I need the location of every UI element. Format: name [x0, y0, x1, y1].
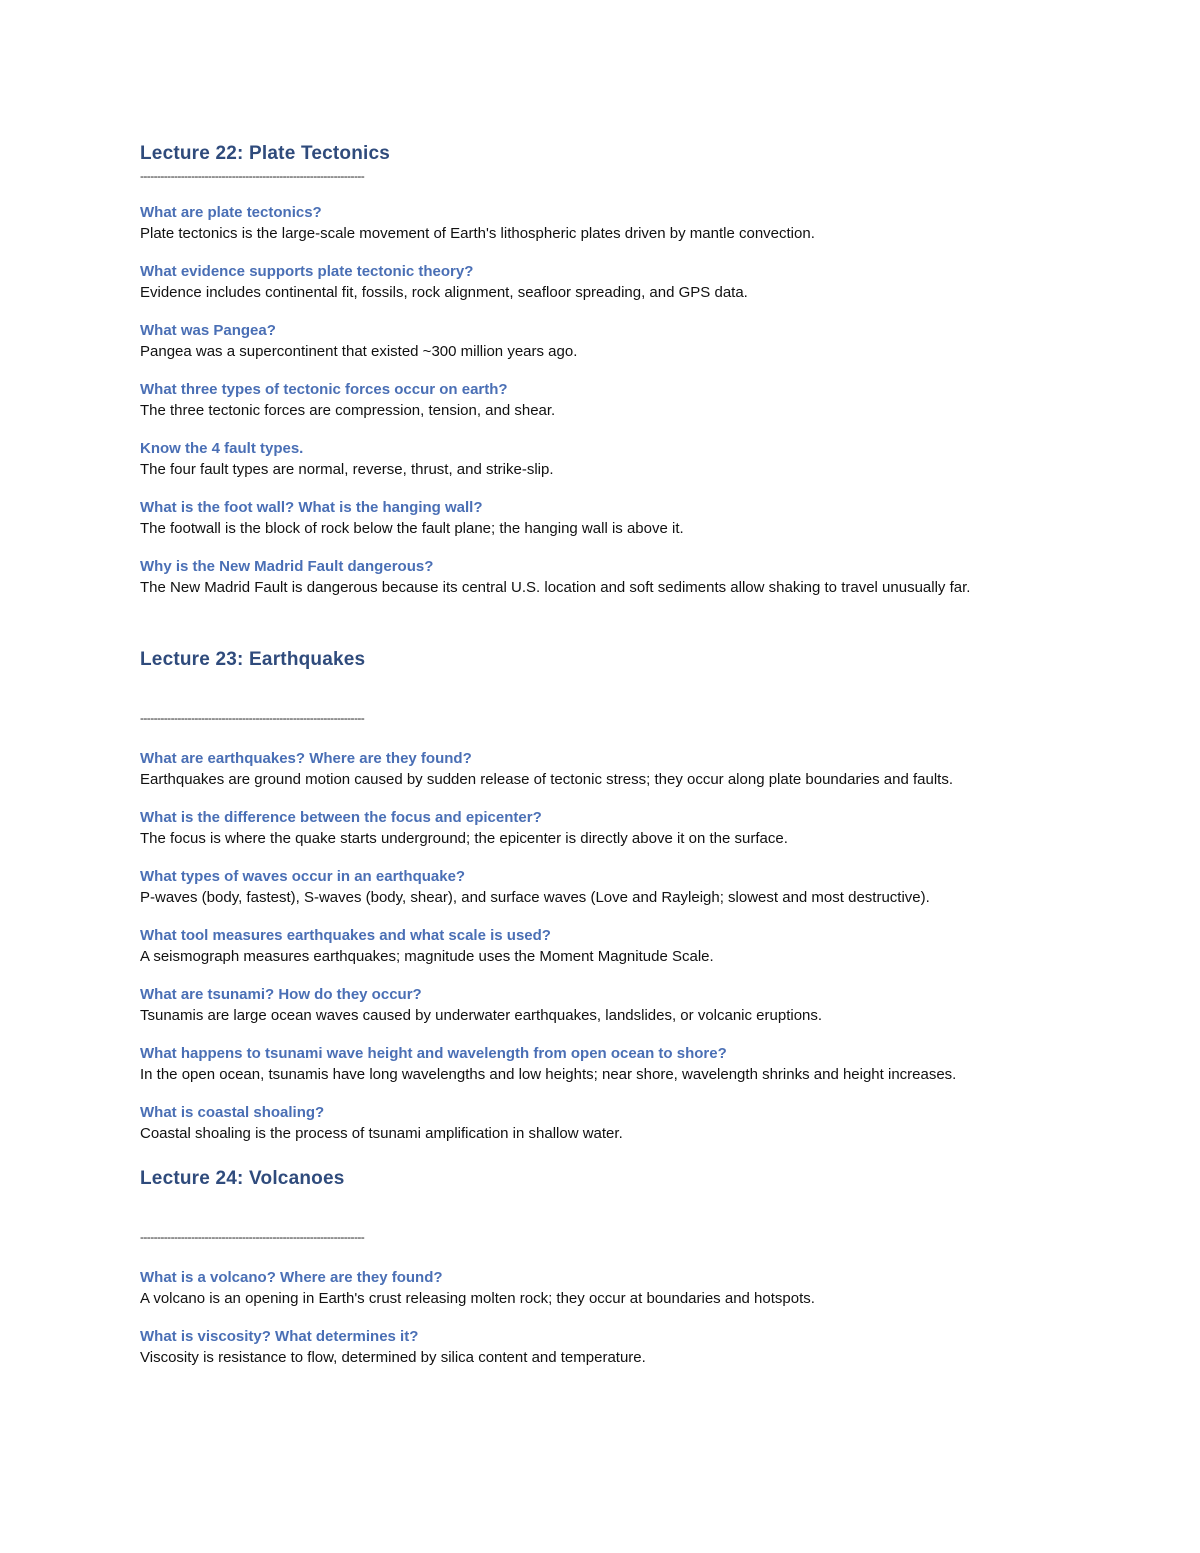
qa-item: [140, 985, 1060, 1026]
question-text: What are tsunami? How do they occur?: [140, 986, 422, 1003]
qa-item: [140, 1268, 1060, 1309]
question-text: What is viscosity? What determines it?: [140, 1328, 419, 1345]
question-text: What types of waves occur in an earthquake?: [140, 868, 466, 885]
qa-item: [140, 203, 1060, 244]
qa-item: [140, 1044, 1060, 1085]
question-text: What was Pangea?: [140, 322, 276, 339]
answer-text: Earthquakes are ground motion caused by sudden release of tectonic stress; they occur along plate boundaries and faults.: [140, 771, 954, 788]
lecture-title: Lecture 23: Earthquakes: [140, 649, 366, 670]
qa-item: [140, 1103, 1060, 1144]
answer-text: The focus is where the quake starts underground; the epicenter is directly above it on the surface.: [140, 830, 788, 847]
answer-text: The New Madrid Fault is dangerous because its central U.S. location and soft sediments allow shaking to travel unusually far.: [140, 579, 971, 596]
qa-item: [140, 867, 1060, 908]
question-text: What are earthquakes? Where are they found?: [140, 750, 472, 767]
divider-rule: ------------------------------------------------------------------: [140, 1231, 365, 1243]
question-text: Why is the New Madrid Fault dangerous?: [140, 558, 434, 575]
answer-text: The three tectonic forces are compression, tension, and shear.: [140, 402, 556, 419]
qa-item: [140, 926, 1060, 967]
qa-item: [140, 498, 1060, 539]
answer-text: In the open ocean, tsunamis have long wavelengths and low heights; near shore, wavelength shrinks and height increases.: [140, 1066, 957, 1083]
answer-text: A seismograph measures earthquakes; magnitude uses the Moment Magnitude Scale.: [140, 948, 714, 965]
answer-text: Viscosity is resistance to flow, determined by silica content and temperature.: [140, 1349, 646, 1366]
divider-rule: ------------------------------------------------------------------: [140, 170, 365, 182]
lecture-section-22: [140, 142, 1060, 598]
qa-item: [140, 1327, 1060, 1368]
question-text: What tool measures earthquakes and what scale is used?: [140, 927, 551, 944]
question-text: What happens to tsunami wave height and wavelength from open ocean to shore?: [140, 1045, 727, 1062]
qa-item: [140, 380, 1060, 421]
qa-item: [140, 749, 1060, 790]
answer-text: Evidence includes continental fit, fossils, rock alignment, seafloor spreading, and GPS data.: [140, 284, 748, 301]
answer-text: P-waves (body, fastest), S-waves (body, shear), and surface waves (Love and Rayleigh; slowest and most destructive).: [140, 889, 930, 906]
question-text: Know the 4 fault types.: [140, 440, 304, 457]
question-text: What are plate tectonics?: [140, 204, 322, 221]
divider-rule: ------------------------------------------------------------------: [140, 712, 365, 724]
question-text: What evidence supports plate tectonic theory?: [140, 263, 474, 280]
qa-item: [140, 557, 1060, 598]
answer-text: The four fault types are normal, reverse, thrust, and strike-slip.: [140, 461, 554, 478]
lecture-title: Lecture 22: Plate Tectonics: [140, 143, 391, 164]
question-text: What is the difference between the focus and epicenter?: [140, 809, 542, 826]
question-text: What three types of tectonic forces occur on earth?: [140, 381, 508, 398]
answer-text: Plate tectonics is the large-scale movement of Earth's lithospheric plates driven by mantle convection.: [140, 225, 815, 242]
lecture-section-24: [140, 1167, 1060, 1368]
question-text: What is the foot wall? What is the hanging wall?: [140, 499, 483, 516]
lecture-section-23: [140, 648, 1060, 1144]
qa-item: [140, 808, 1060, 849]
question-text: What is a volcano? Where are they found?: [140, 1269, 443, 1286]
answer-text: A volcano is an opening in Earth's crust releasing molten rock; they occur at boundaries and hotspots.: [140, 1290, 815, 1307]
answer-text: Pangea was a supercontinent that existed ~300 million years ago.: [140, 343, 578, 360]
question-text: What is coastal shoaling?: [140, 1104, 325, 1121]
qa-item: [140, 439, 1060, 480]
qa-item: [140, 262, 1060, 303]
answer-text: The footwall is the block of rock below the fault plane; the hanging wall is above it.: [140, 520, 684, 537]
answer-text: Coastal shoaling is the process of tsunami amplification in shallow water.: [140, 1125, 623, 1142]
answer-text: Tsunamis are large ocean waves caused by underwater earthquakes, landslides, or volcanic eruptions.: [140, 1007, 823, 1024]
qa-item: [140, 321, 1060, 362]
lecture-title: Lecture 24: Volcanoes: [140, 1168, 345, 1189]
